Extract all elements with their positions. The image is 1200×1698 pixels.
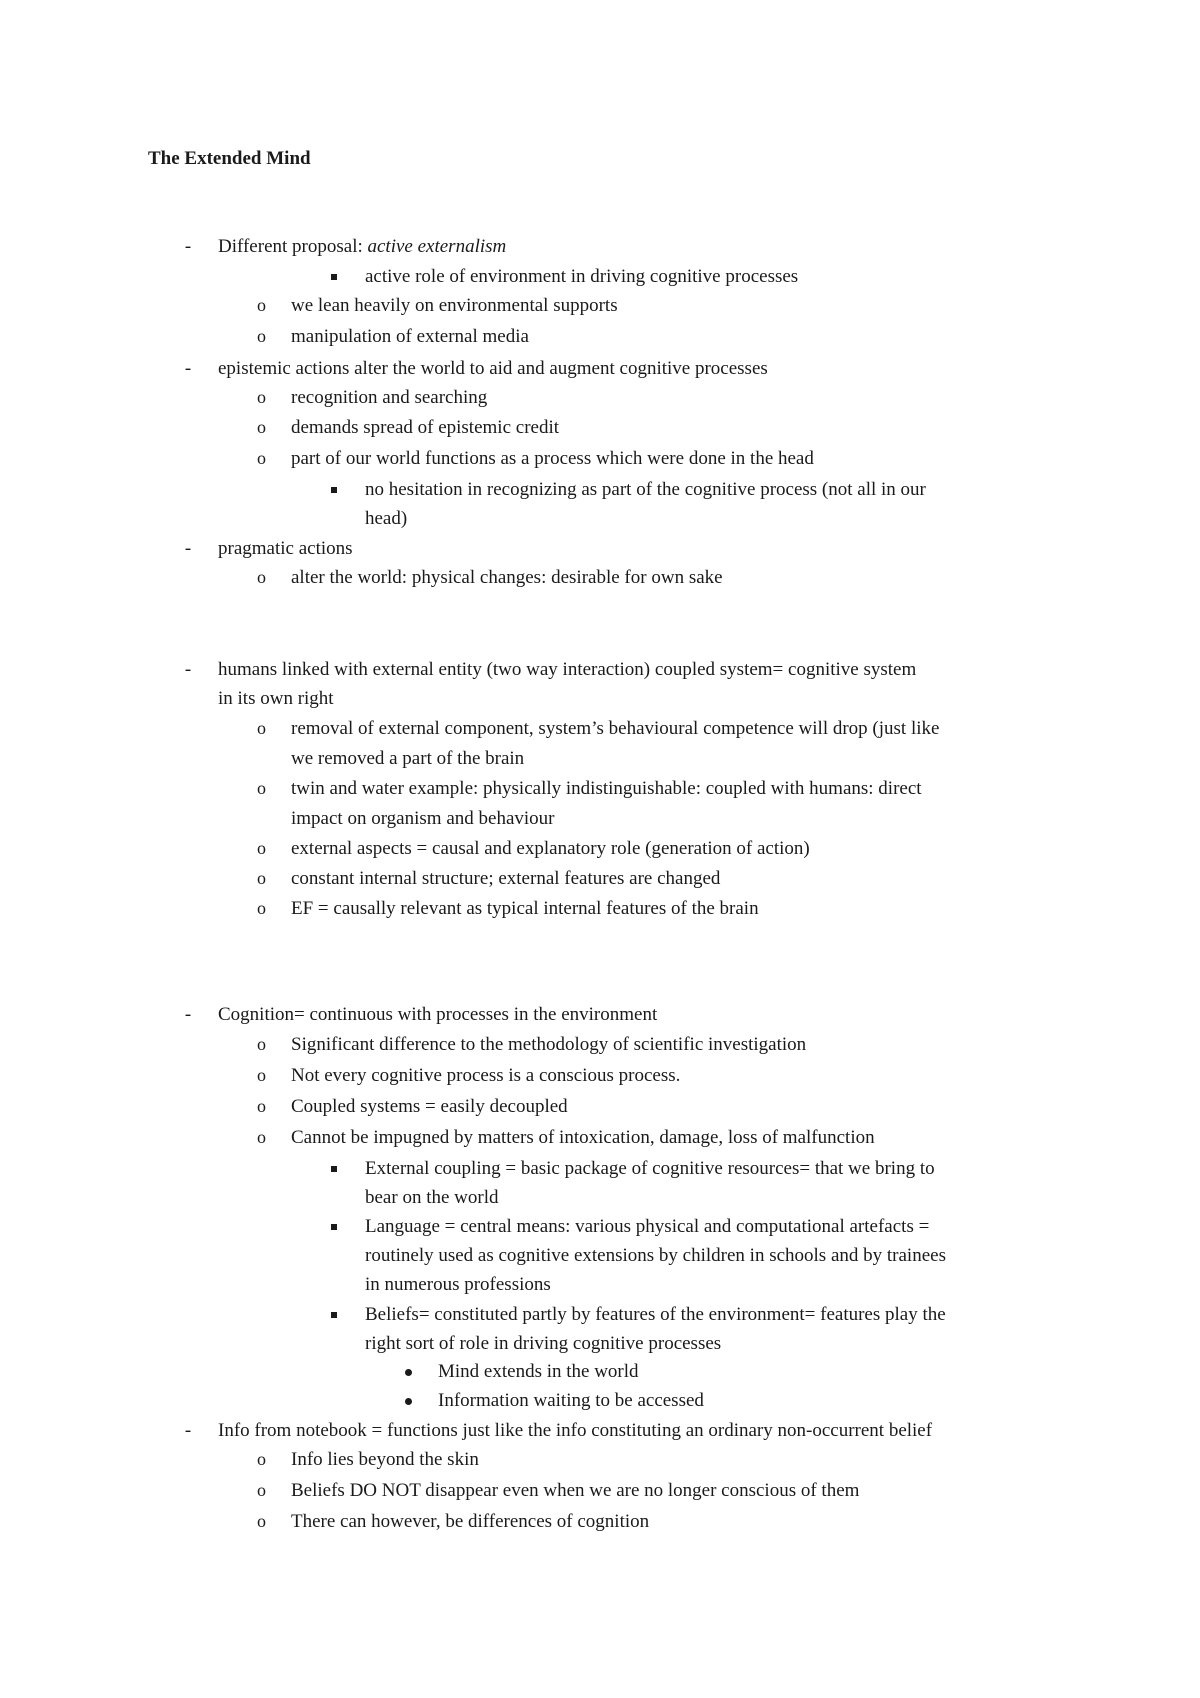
square-bullet-icon xyxy=(331,487,337,493)
bullet-line: Info from notebook = functions just like the info constituting an ordinary non-occurrent belief xyxy=(218,1420,933,1441)
bullet-line: manipulation of external media xyxy=(291,326,529,347)
bullet-line: Beliefs= constituted partly by features of the environment= features play the xyxy=(365,1304,946,1325)
circle-bullet: o xyxy=(257,1096,266,1116)
square-bullet-icon xyxy=(331,1312,337,1318)
document-title: The Extended Mind xyxy=(148,148,311,169)
circle-bullet: o xyxy=(257,1449,266,1469)
bullet-line: There can however, be differences of cognition xyxy=(291,1511,650,1532)
bullet-line: Information waiting to be accessed xyxy=(438,1390,704,1411)
bullet-line: Significant difference to the methodology of scientific investigation xyxy=(291,1034,807,1055)
bullet-line: pragmatic actions xyxy=(218,538,353,559)
bullet-line: Info lies beyond the skin xyxy=(291,1449,479,1470)
circle-bullet: o xyxy=(257,718,266,738)
circle-bullet: o xyxy=(257,567,266,587)
dash-bullet: - xyxy=(184,659,192,680)
bullet-line: part of our world functions as a process which were done in the head xyxy=(291,448,814,469)
circle-bullet: o xyxy=(257,387,266,407)
circle-bullet: o xyxy=(257,417,266,437)
bullet-line-continuation: right sort of role in driving cognitive processes xyxy=(365,1333,722,1354)
bullet-line-continuation: bear on the world xyxy=(365,1187,499,1208)
bullet-line: EF = causally relevant as typical internal features of the brain xyxy=(291,898,759,919)
circle-bullet: o xyxy=(257,1127,266,1147)
round-bullet-icon xyxy=(405,1369,412,1376)
bullet-line-continuation: routinely used as cognitive extensions by children in schools and by trainees xyxy=(365,1245,946,1266)
bullet-line: alter the world: physical changes: desirable for own sake xyxy=(291,567,723,588)
bullet-line-continuation: we removed a part of the brain xyxy=(291,748,525,769)
bullet-line: Coupled systems = easily decoupled xyxy=(291,1096,568,1117)
square-bullet-icon xyxy=(331,1166,337,1172)
bullet-line: demands spread of epistemic credit xyxy=(291,417,560,438)
bullet-line: recognition and searching xyxy=(291,387,488,408)
bullet-line: Beliefs DO NOT disappear even when we are no longer conscious of them xyxy=(291,1480,860,1501)
circle-bullet: o xyxy=(257,1480,266,1500)
square-bullet-icon xyxy=(331,1224,337,1230)
round-bullet-icon xyxy=(405,1398,412,1405)
circle-bullet: o xyxy=(257,778,266,798)
circle-bullet: o xyxy=(257,448,266,468)
bullet-line: Cognition= continuous with processes in the environment xyxy=(218,1004,658,1025)
circle-bullet: o xyxy=(257,868,266,888)
circle-bullet: o xyxy=(257,295,266,315)
emphasis-text: active externalism xyxy=(367,236,507,257)
bullet-line: removal of external component, system’s behavioural competence will drop (just like xyxy=(291,718,940,739)
bullet-line: Mind extends in the world xyxy=(438,1361,639,1382)
circle-bullet: o xyxy=(257,326,266,346)
dash-bullet: - xyxy=(184,236,192,257)
bullet-line: Language = central means: various physical and computational artefacts = xyxy=(365,1216,930,1237)
bullet-line: External coupling = basic package of cognitive resources= that we bring to xyxy=(365,1158,935,1179)
bullet-line: Not every cognitive process is a conscious process. xyxy=(291,1065,681,1086)
dash-bullet: - xyxy=(184,1420,192,1441)
dash-bullet: - xyxy=(184,1004,192,1025)
bullet-line: Cannot be impugned by matters of intoxication, damage, loss of malfunction xyxy=(291,1127,875,1148)
bullet-line: humans linked with external entity (two way interaction) coupled system= cognitive system xyxy=(218,659,917,680)
bullet-line-continuation: in numerous professions xyxy=(365,1274,551,1295)
bullet-line: twin and water example: physically indistinguishable: coupled with humans: direct xyxy=(291,778,922,799)
square-bullet-icon xyxy=(331,274,337,280)
circle-bullet: o xyxy=(257,1511,266,1531)
bullet-line: no hesitation in recognizing as part of the cognitive process (not all in our xyxy=(365,479,926,500)
dash-bullet: - xyxy=(184,538,192,559)
bullet-text: Different proposal: xyxy=(218,236,368,257)
bullet-line: active role of environment in driving cognitive processes xyxy=(365,266,799,287)
bullet-line-continuation: impact on organism and behaviour xyxy=(291,808,555,829)
bullet-line xyxy=(218,232,506,261)
dash-bullet: - xyxy=(184,358,192,379)
bullet-line: we lean heavily on environmental supports xyxy=(291,295,618,316)
circle-bullet: o xyxy=(257,838,266,858)
bullet-line-continuation: in its own right xyxy=(218,688,334,709)
circle-bullet: o xyxy=(257,1065,266,1085)
bullet-line: constant internal structure; external features are changed xyxy=(291,868,721,889)
bullet-line: external aspects = causal and explanatory role (generation of action) xyxy=(291,838,810,859)
circle-bullet: o xyxy=(257,898,266,918)
bullet-line-continuation: head) xyxy=(365,508,408,529)
bullet-line: epistemic actions alter the world to aid and augment cognitive processes xyxy=(218,358,768,379)
circle-bullet: o xyxy=(257,1034,266,1054)
